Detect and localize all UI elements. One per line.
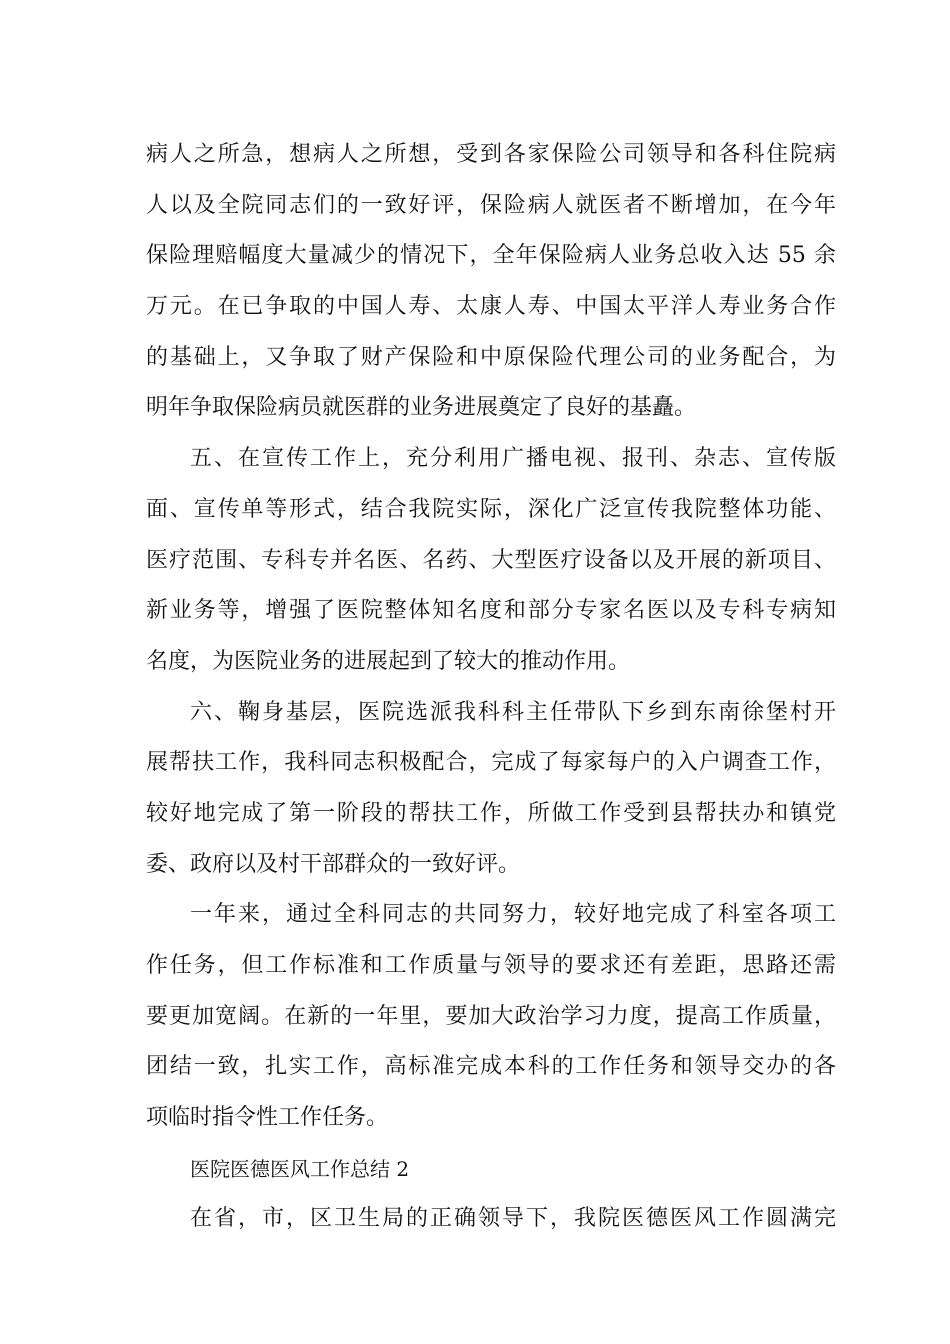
text-line: 较好地完成了第一阶段的帮扶工作，所做工作受到县帮扶办和镇党 <box>146 800 836 826</box>
text-line: 展帮扶工作，我科同志积极配合，完成了每家每户的入户调查工作， <box>146 750 836 776</box>
text-line: 项临时指令性工作任务。 <box>146 1105 389 1131</box>
paragraph-start-line: 在省，市，区卫生局的正确领导下，我院医德医风工作圆满完 <box>190 1206 836 1232</box>
text-line: 作任务，但工作标准和工作质量与领导的要求还有差距，思路还需 <box>146 953 836 978</box>
text-line: 委、政府以及村干部群众的一致好评。 <box>146 851 521 877</box>
text-line: 病人之所急，想病人之所想，受到各家保险公司领导和各科住院病 <box>146 142 836 167</box>
text-line: 要更加宽阔。在新的一年里，要加大政治学习力度，提高工作质量， <box>146 1003 836 1029</box>
text-line: 面、宣传单等形式，结合我院实际，深化广泛宣传我院整体功能、 <box>146 496 836 522</box>
text-line: 保险理赔幅度大量减少的情况下，全年保险病人业务总收入达 55 余 <box>146 243 836 269</box>
paragraph-start-line: 六、鞠身基层，医院选派我科科主任带队下乡到东南徐堡村开 <box>190 699 836 725</box>
text-line: 明年争取保险病员就医群的业务进展奠定了良好的基矗。 <box>146 395 697 421</box>
document-body <box>146 130 836 1245</box>
text-line: 的基础上，又争取了财产保险和中原保险代理公司的业务配合，为 <box>146 344 836 370</box>
text-line: 新业务等，增强了医院整体知名度和部分专家名医以及专科专病知 <box>146 598 836 624</box>
section-heading: 医院医德医风工作总结 2 <box>190 1156 410 1181</box>
paragraph-start-line: 五、在宣传工作上，充分利用广播电视、报刊、杂志、宣传版 <box>190 446 836 472</box>
text-line: 名度，为医院业务的进展起到了较大的推动作用。 <box>146 648 631 674</box>
text-line: 医疗范围、专科专并名医、名药、大型医疗设备以及开展的新项目、 <box>146 547 836 573</box>
text-line: 万元。在已争取的中国人寿、太康人寿、中国太平洋人寿业务合作 <box>146 294 836 320</box>
text-line: 人以及全院同志们的一致好评，保险病人就医者不断增加，在今年 <box>146 192 836 218</box>
text-line: 团结一致，扎实工作，高标准完成本科的工作任务和领导交办的各 <box>146 1054 836 1080</box>
paragraph-start-line: 一年来，通过全科同志的共同努力，较好地完成了科室各项工 <box>190 902 836 928</box>
